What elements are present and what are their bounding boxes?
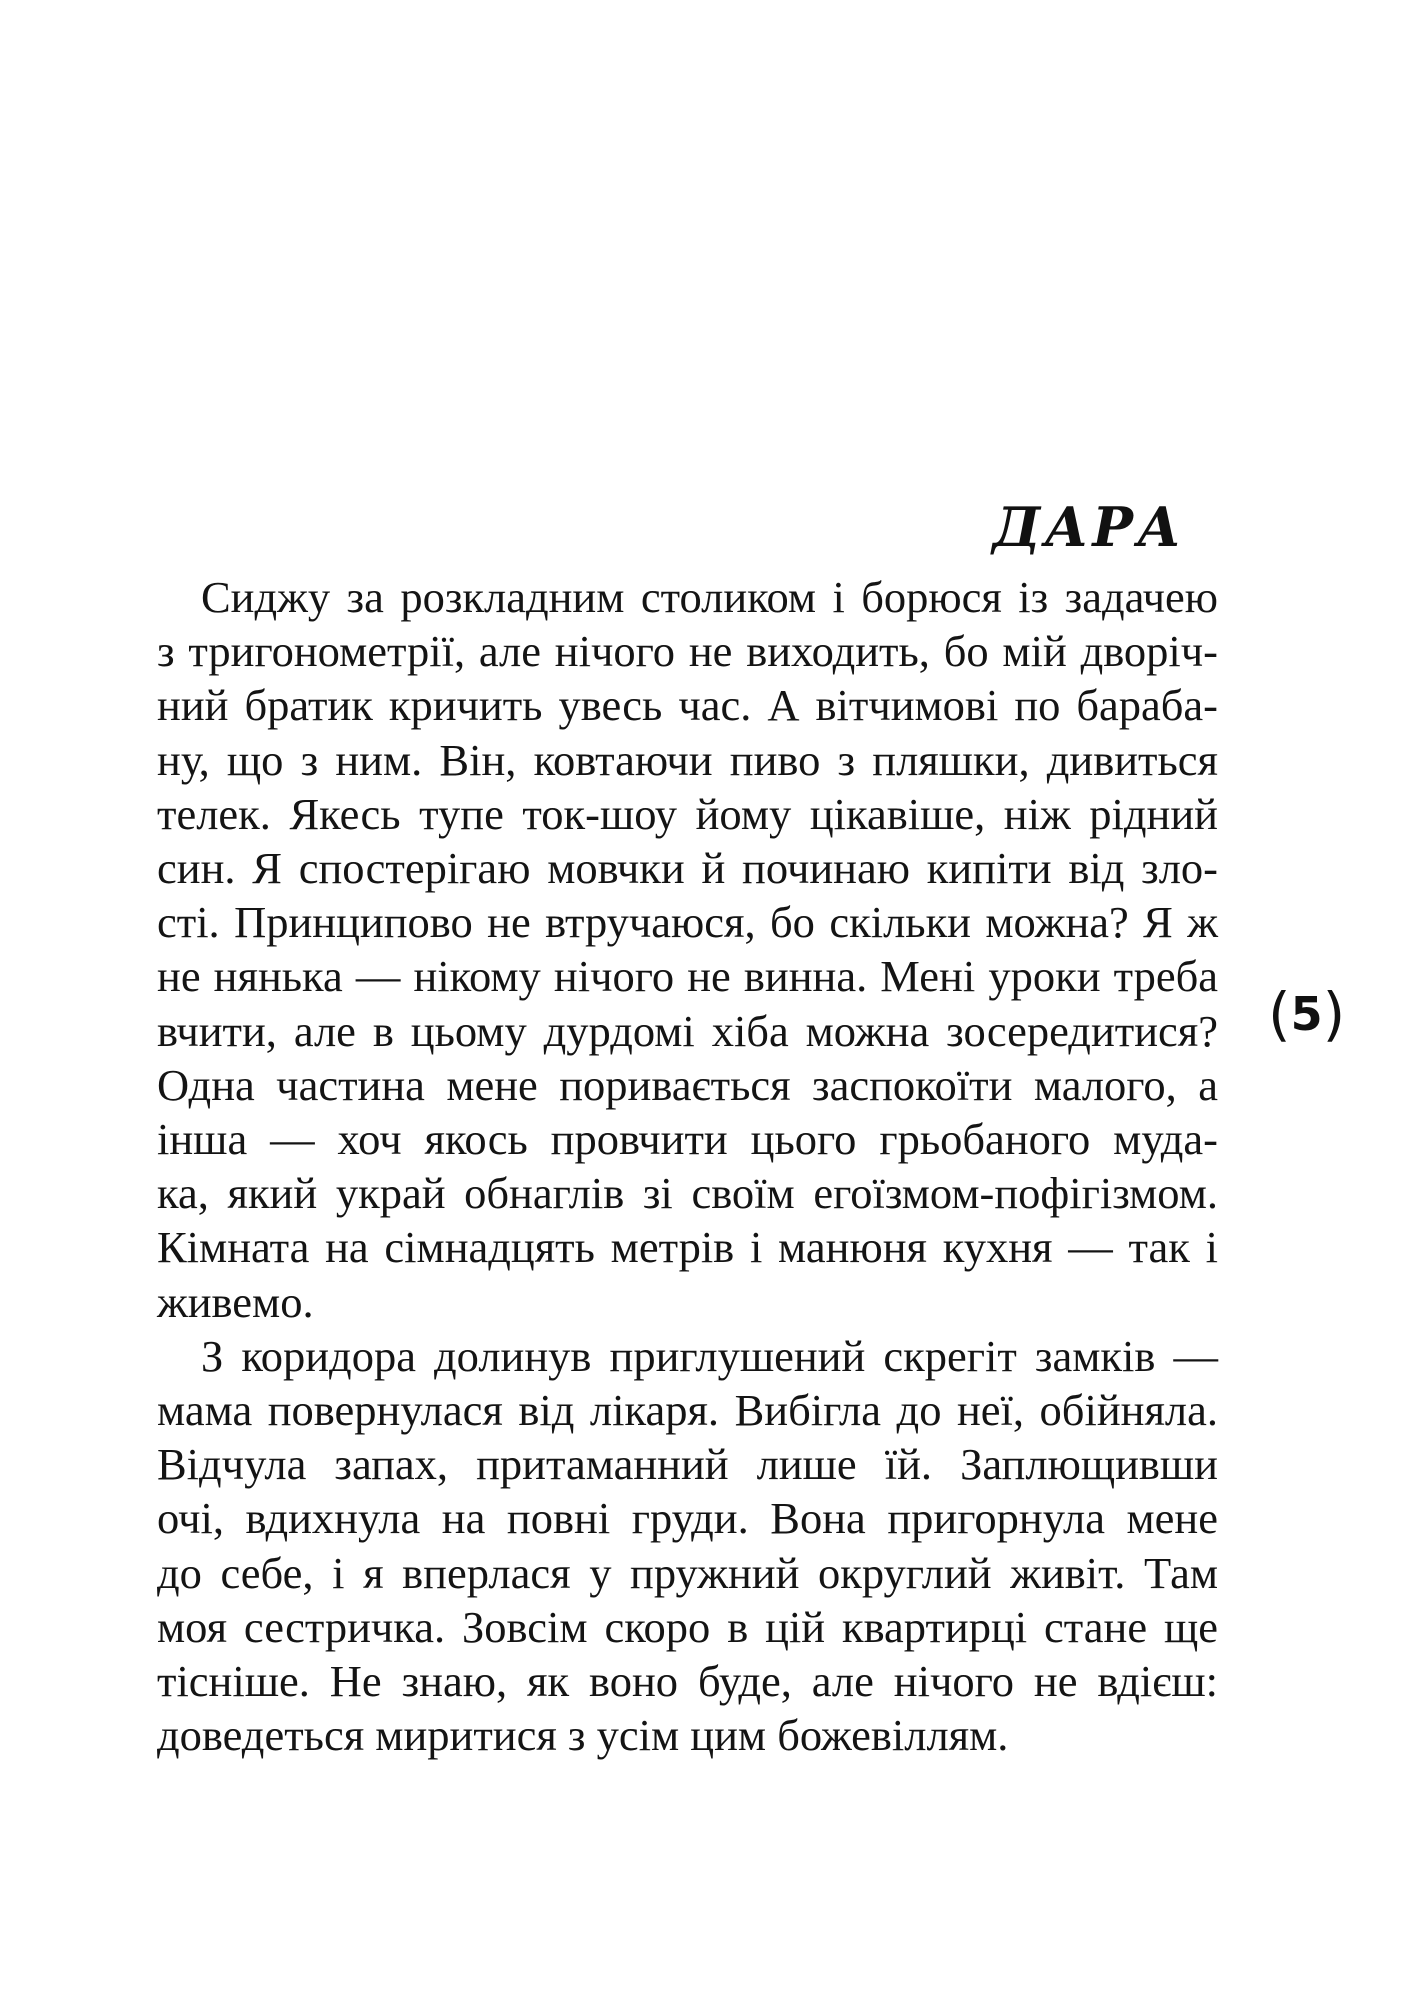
text-line: телек. Якесь тупе ток-шоу йому цікавіше, ніж рідний bbox=[157, 788, 1218, 839]
text-line: Кімната на сімнадцять метрів і манюня кухня — так і bbox=[157, 1222, 1218, 1273]
text-line: син. Я спостерігаю мовчки й починаю кипіти від зло- bbox=[157, 843, 1218, 894]
text-line: до себе, і я вперлася у пружний округлий живіт. Там bbox=[157, 1547, 1218, 1598]
text-line: живемо. bbox=[157, 1276, 314, 1327]
page-number-left-paren: ( bbox=[1268, 980, 1291, 1048]
paragraph-1 bbox=[157, 570, 1218, 1329]
text-line: ний братик кричить увесь час. А вітчимові по бараба- bbox=[157, 680, 1218, 731]
text-line bbox=[157, 1329, 1218, 1383]
text-line: сті. Принципово не втручаюся, бо скільки можна? Я ж bbox=[157, 897, 1218, 948]
text-line: ка, який украй обнаглів зі своїм егоїзмом-пофігізмом. bbox=[157, 1168, 1218, 1219]
text-line-content: Сиджу за розкладним столиком і борюся із задачею bbox=[201, 572, 1218, 622]
text-line: моя сестричка. Зовсім скоро в цій квартирці стане ще bbox=[157, 1601, 1218, 1652]
text-line: очі, вдихнула на повні груди. Вона пригорнула мене bbox=[157, 1493, 1218, 1544]
page-number-value: 5 bbox=[1290, 987, 1323, 1041]
text-line: тісніше. Не знаю, як воно буде, але нічого не вдієш: bbox=[157, 1656, 1218, 1707]
text-line: Одна частина мене поривається заспокоїти малого, а bbox=[157, 1059, 1218, 1110]
page-number bbox=[1268, 980, 1346, 1048]
text-line: вчити, але в цьому дурдомі хіба можна зосередитися? bbox=[157, 1005, 1218, 1056]
text-line: інша — хоч якось провчити цього грьобаного муда- bbox=[157, 1114, 1218, 1165]
text-line: ну, що з ним. Він, ковтаючи пиво з пляшки, дивиться bbox=[157, 734, 1218, 785]
text-line: Відчула запах, притаманний лише їй. Заплющивши bbox=[157, 1439, 1218, 1490]
paragraph-2 bbox=[157, 1329, 1218, 1763]
page-number-right-paren: ) bbox=[1322, 980, 1346, 1048]
text-line: мама повернулася від лікаря. Вибігла до неї, обійняла. bbox=[157, 1385, 1218, 1436]
text-line-content: З коридора долинув приглушений скрегіт замків — bbox=[201, 1330, 1218, 1381]
text-line: доведеться миритися з усім цим божевіллям. bbox=[157, 1710, 1009, 1761]
text-line bbox=[157, 570, 1218, 624]
body-text bbox=[157, 570, 1218, 1762]
chapter-title: ДАРА bbox=[992, 495, 1185, 559]
text-line: не нянька — нікому нічого не винна. Мені уроки треба bbox=[157, 951, 1218, 1002]
text-line: з тригонометрії, але нічого не виходить, бо мій дворіч- bbox=[157, 626, 1218, 677]
